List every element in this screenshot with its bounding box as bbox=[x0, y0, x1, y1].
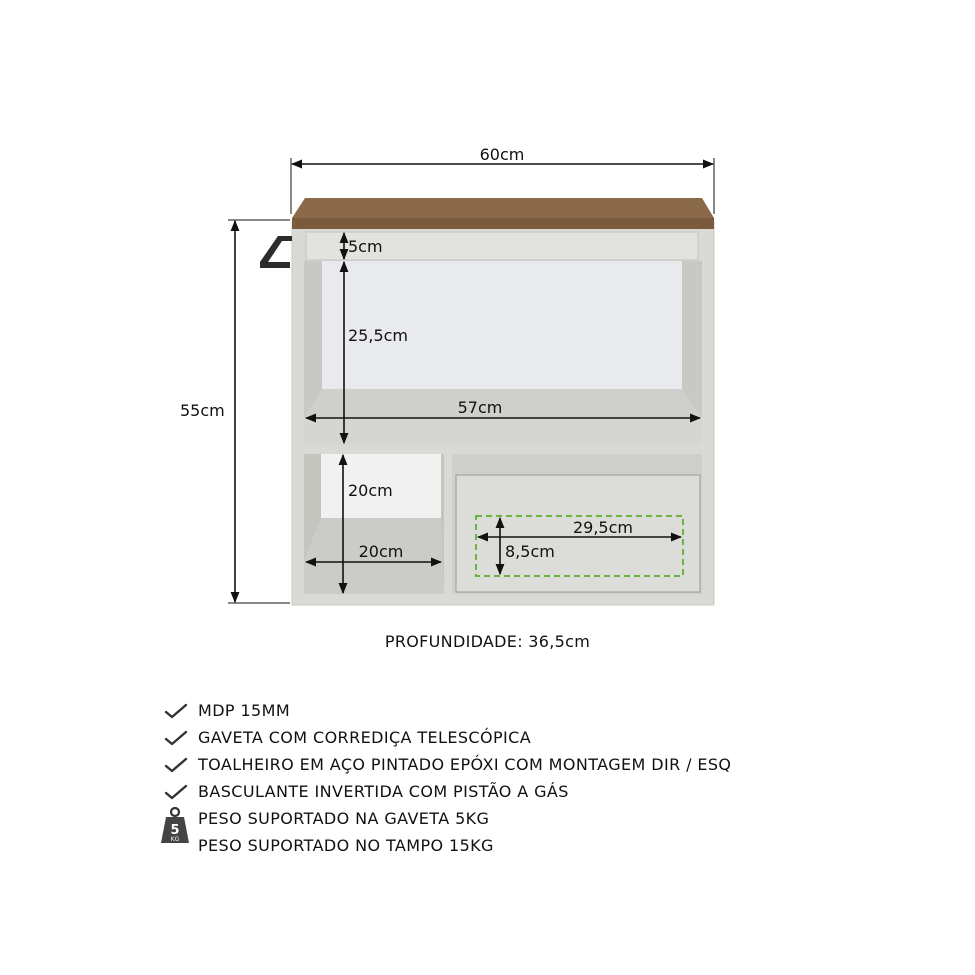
feature-item bbox=[162, 751, 731, 778]
feature-text: GAVETA COM CORREDIÇA TELESCÓPICA bbox=[198, 728, 532, 747]
top-rail-label: 5cm bbox=[348, 237, 383, 256]
feature-text: TOALHEIRO EM AÇO PINTADO EPÓXI COM MONTAGEM DIR / ESQ bbox=[198, 755, 732, 774]
feature-text: MDP 15MM bbox=[198, 701, 291, 720]
feature-item bbox=[162, 778, 731, 805]
towel-bar bbox=[260, 236, 292, 268]
side-niche-height-label: 20cm bbox=[348, 481, 393, 500]
weight-number: 5 bbox=[170, 823, 180, 838]
feature-text: PESO SUPORTADO NA GAVETA 5KG bbox=[198, 809, 490, 828]
depth-label: PROFUNDIDADE: 36,5cm bbox=[384, 632, 591, 651]
feature-item bbox=[162, 697, 731, 724]
wood-top-edge bbox=[292, 218, 714, 229]
feature-item bbox=[162, 832, 731, 859]
check-icon bbox=[164, 757, 188, 773]
drawer-height-label: 8,5cm bbox=[505, 542, 555, 561]
upper-niche-back bbox=[322, 261, 682, 389]
feature-text: PESO SUPORTADO NO TAMPO 15KG bbox=[198, 836, 494, 855]
check-icon bbox=[164, 703, 188, 719]
upper-shelf-front bbox=[304, 418, 702, 444]
check-icon bbox=[164, 730, 188, 746]
side-niche-width-label: 20cm bbox=[358, 542, 404, 561]
feature-text: BASCULANTE INVERTIDA COM PISTÃO A GÁS bbox=[198, 782, 569, 801]
feature-item bbox=[162, 724, 731, 751]
weight-unit: KG bbox=[170, 836, 180, 843]
weight-icon bbox=[159, 806, 191, 846]
check-icon bbox=[164, 784, 188, 800]
feature-item bbox=[162, 805, 731, 832]
niche-height-label: 25,5cm bbox=[348, 326, 409, 345]
upper-niche-floor bbox=[304, 389, 702, 418]
height-label: 55cm bbox=[180, 401, 225, 420]
width-label: 60cm bbox=[479, 145, 525, 164]
niche-width-label: 57cm bbox=[457, 398, 503, 417]
drawer-width-label: 29,5cm bbox=[572, 518, 634, 537]
feature-list bbox=[162, 697, 731, 859]
